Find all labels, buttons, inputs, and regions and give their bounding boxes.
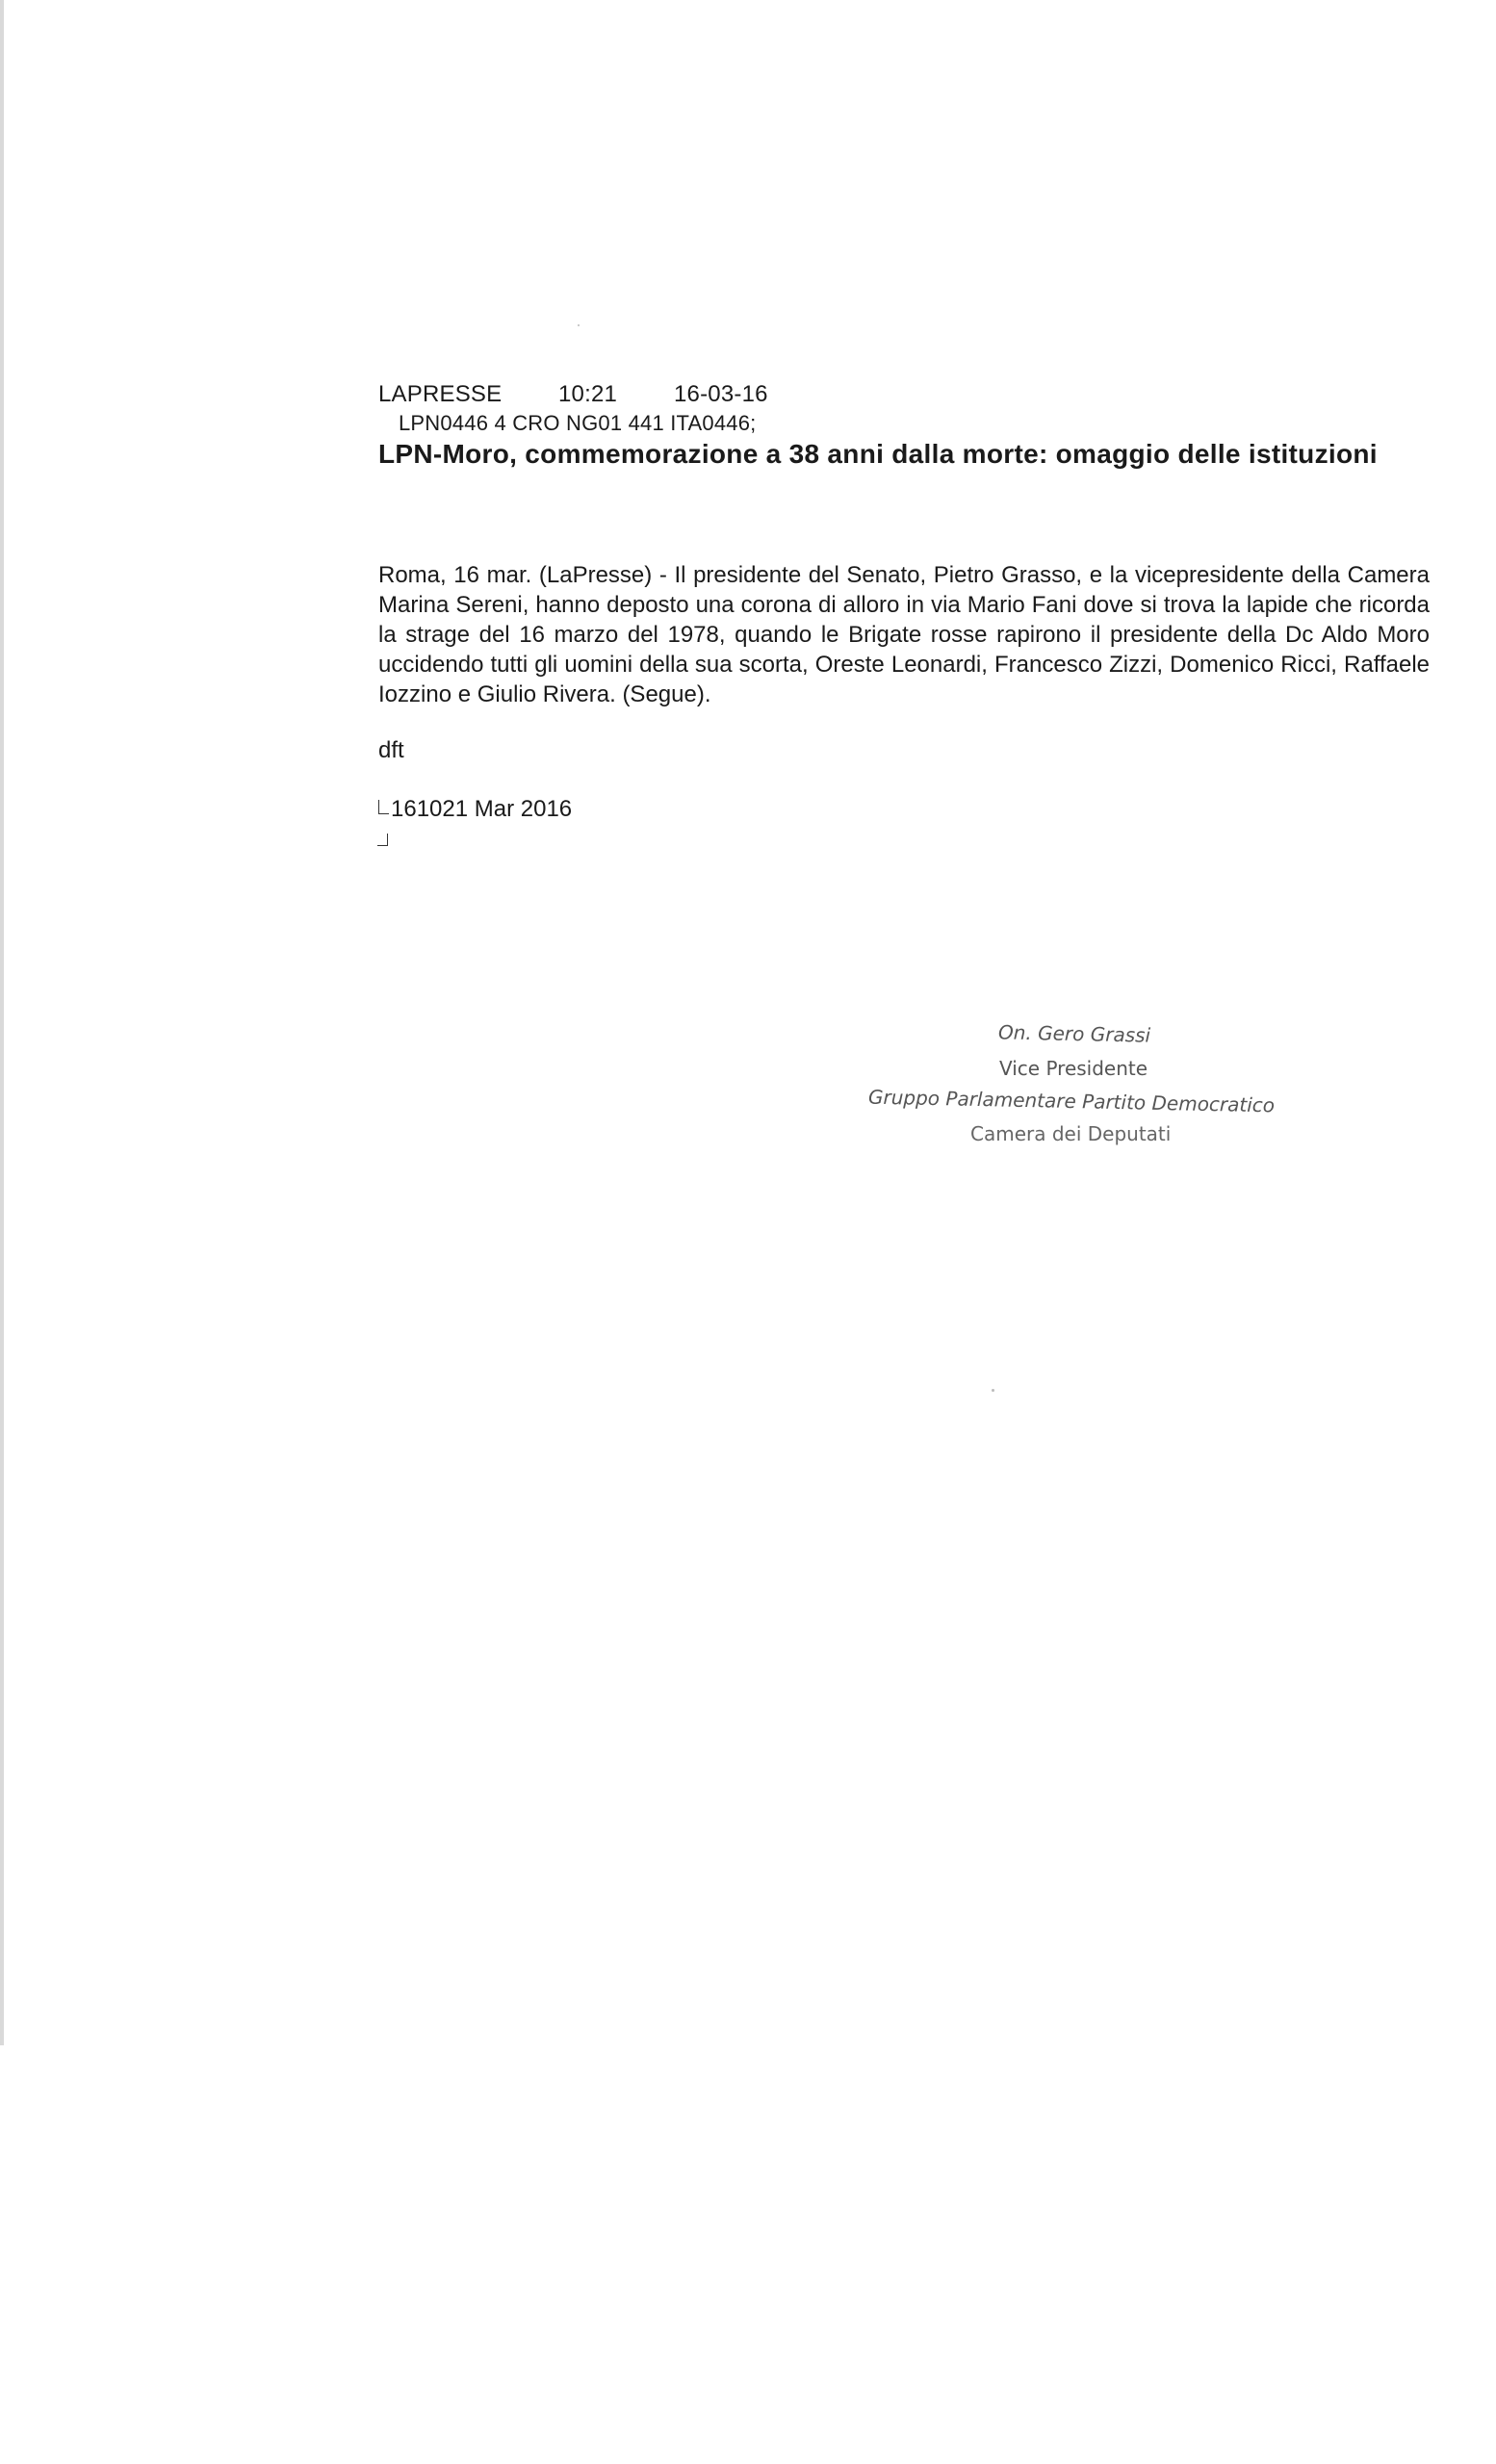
headline: LPN-Moro, commemorazione a 38 anni dalla morte: omaggio delle istituzioni bbox=[378, 439, 1378, 469]
agency-name: LAPRESSE bbox=[378, 381, 503, 407]
scan-page-edge bbox=[0, 0, 4, 2045]
corner-mark-icon bbox=[377, 834, 388, 846]
author-signoff: dft bbox=[378, 737, 404, 763]
stamp-house: Camera dei Deputati bbox=[970, 1122, 1172, 1145]
stamp-group: Gruppo Parlamentare Partito Democratico bbox=[867, 1085, 1276, 1117]
scan-speck bbox=[578, 324, 580, 326]
wire-header bbox=[378, 381, 768, 408]
wire-codes: LPN0446 4 CRO NG01 441 ITA0446; bbox=[399, 411, 757, 435]
dateline bbox=[378, 796, 572, 823]
article-body: Roma, 16 mar. (LaPresse) - Il presidente del Senato, Pietro Grasso, e la vicepresidente della Camera Marina Sereni, hanno deposto una corona di alloro in via Mario Fani dove si trova la lapide che ricorda la strage del 16 marzo del 1978, quando le Brigate rosse rapirono il presidente della Dc Aldo Moro uccidendo tutti gli uomini della sua scorta, Oreste Leonardi, Francesco Zizzi, Domenico Ricci, Raffaele Iozzino e Giulio Rivera. (Segue). bbox=[378, 562, 1430, 707]
office-stamp bbox=[847, 1022, 1309, 1167]
scan-speck bbox=[992, 1389, 994, 1392]
stamp-name: On. Gero Grassi bbox=[997, 1020, 1151, 1047]
dateline-text: 161021 Mar 2016 bbox=[391, 796, 573, 822]
corner-mark-icon bbox=[378, 800, 389, 814]
stamp-role: Vice Presidente bbox=[999, 1057, 1148, 1080]
wire-date: 16-03-16 bbox=[674, 381, 768, 407]
wire-time: 10:21 bbox=[558, 381, 618, 407]
